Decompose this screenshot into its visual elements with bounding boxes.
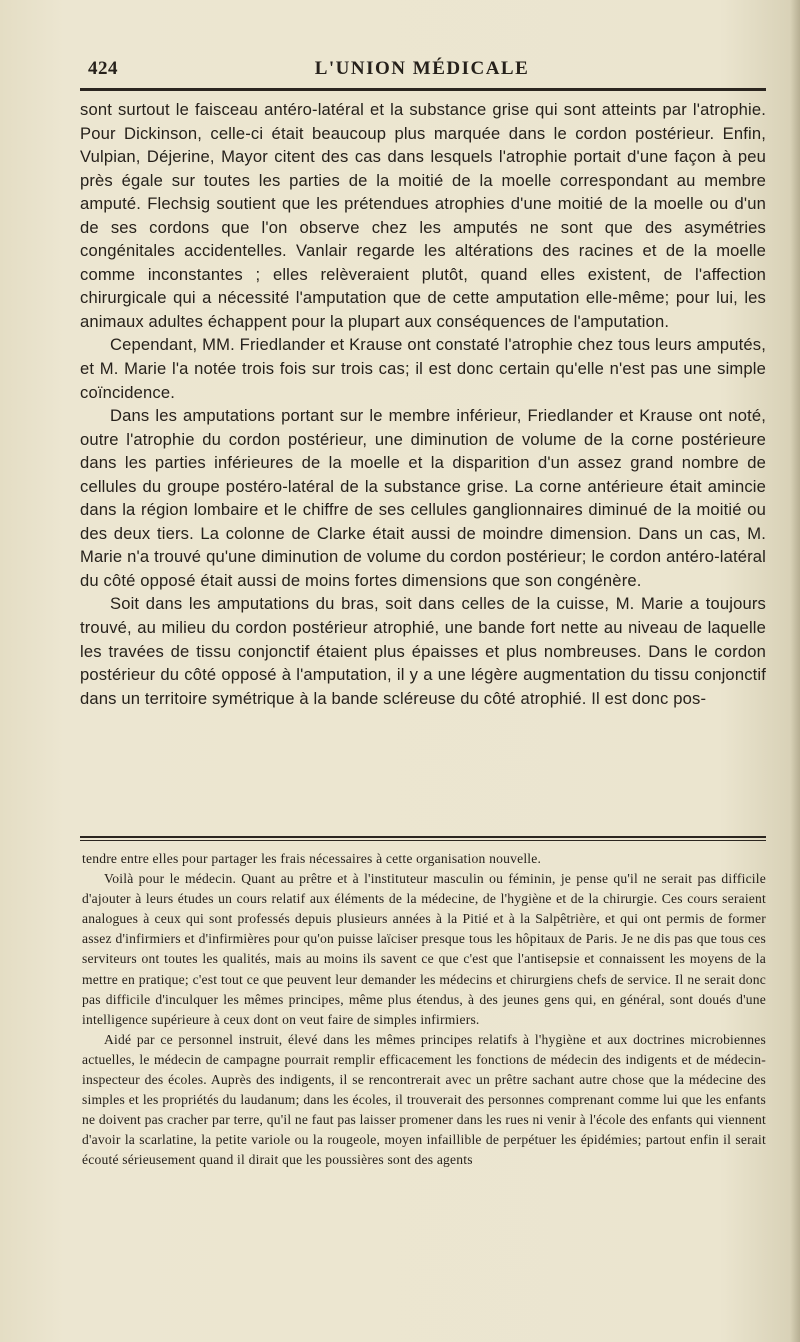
body-paragraph: Dans les amputations portant sur le membre inférieur, Friedlander et Krause ont noté, outre l'atrophie du cordon postérieur, une diminution de volume de la corne postérieure dans les parties inférieures de la moelle et la disparition d'un assez grand nombre de cellules du groupe postéro-latéral de la substance grise. La corne antérieure était amincie dans la région lombaire et le chiffre de ses cellules ganglionnaires diminué de la moitié ou des deux tiers. La colonne de Clarke était aussi de moindre dimension. Dans un cas, M. Marie n'a trouvé qu'une diminution de volume du cordon postérieur; le cordon antéro-latéral du côté opposé était aussi de moins fortes dimensions que son congénère. (80, 406, 766, 590)
footnote-rule (80, 836, 766, 838)
header-rule (80, 88, 766, 91)
body-paragraph: sont surtout le faisceau antéro-latéral et la substance grise qui sont atteints par l'atrophie. Pour Dickinson, celle-ci était beaucoup plus marquée dans le cordon postérieur. Enfin, Vulpian, Déjerine, Mayor citent des cas dans lesquels l'atrophie portait d'une façon à peu près égale sur toutes les parties de la moitié de la moelle correspondant au membre amputé. Flechsig soutient que les prétendues atrophies d'une moitié de la moelle ou d'un de ses cordons que l'on observe chez les amputés ne sont que des asymétries congénitales accidentelles. Vanlair regarde les altérations des racines et de la moelle comme inconstantes ; elles relèveraient plutôt, quand elles existent, de l'affection chirurgicale qui a nécessité l'amputation que de cette amputation elle-même; pour lui, les animaux adultes échappent pour la plupart aux conséquences de l'amputation. (80, 100, 766, 331)
journal-title: L'UNION MÉDICALE (314, 58, 530, 79)
running-header (80, 58, 764, 84)
body-paragraph: Soit dans les amputations du bras, soit dans celles de la cuisse, M. Marie a toujours trouvé, au milieu du cordon postérieur atrophié, une bande fort nette au niveau de laquelle les travées de tissu conjonctif étaient plus épaisses et plus nombreuses. Dans le cordon postérieur du côté opposé à l'amputation, il y a une légère augmentation du tissu conjonctif dans un territoire symétrique à la bande scléreuse du côté atrophié. Il est donc pos- (80, 594, 766, 708)
page-edge-shadow (790, 0, 800, 1342)
footnote-paragraph: tendre entre elles pour partager les frais nécessaires à cette organisation nouvelle. (82, 851, 542, 866)
body-paragraph: Cependant, MM. Friedlander et Krause ont constaté l'atrophie chez tous leurs amputés, et M. Marie l'a notée trois fois sur trois cas; il est donc certain qu'elle n'est pas une simple coïncidence. (80, 335, 766, 402)
page-number: 424 (88, 58, 118, 79)
main-text (80, 98, 766, 710)
footnote-paragraph: Voilà pour le médecin. Quant au prêtre et à l'instituteur masculin ou féminin, je pense qu'il ne serait pas difficile d'ajouter à leurs études un cours relatif aux éléments de la médecine, de l'hygiène et de la chirurgie. Ces cours seraient analogues à ceux qui sont professés depuis plusieurs années à la Pitié et à la Salpêtrière, et qui ont permis de former assez d'infirmiers et d'infirmières pour qu'on puisse laïciser presque tous les hôpitaux de Paris. Je ne dis pas que tous ces serviteurs ont toutes les qualités, mais au moins ils savent ce que c'est que l'antisepsie et connaissent les moyens de la mettre en pratique; c'est tout ce que peuvent leur demander les médecins et chirurgiens chefs de service. Il ne serait donc pas difficile d'inculquer les mêmes principes, même plus étendus, à des jeunes gens qui, en général, sont doués d'une intelligence supérieure à ceux dont on veut faire de simples infirmiers. (82, 871, 766, 1027)
footnote-rule-thin (80, 840, 766, 841)
footnote-paragraph: Aidé par ce personnel instruit, élevé dans les mêmes principes relatifs à l'hygiène et aux doctrines microbiennes actuelles, le médecin de campagne pourrait remplir efficacement les fonctions de médecin des indigents et de médecin-inspecteur des écoles. Auprès des indigents, il se rencontrerait avec un prêtre sachant autre chose que la médecine des simples et les propriétés du laudanum; dans les écoles, il trouverait des personnes comprenant comme lui que les enfants ne doivent pas cracher par terre, qu'il ne faut pas laisser promener dans les rues ni venir à l'école des enfants qui viennent d'avoir la scarlatine, la petite variole ou la rougeole, moyen infaillible de perpétuer les épidémies; partout enfin il serait écouté sérieusement quand il dirait que les poussières sont des agents (82, 1031, 766, 1168)
feuilleton-text (82, 849, 766, 1171)
